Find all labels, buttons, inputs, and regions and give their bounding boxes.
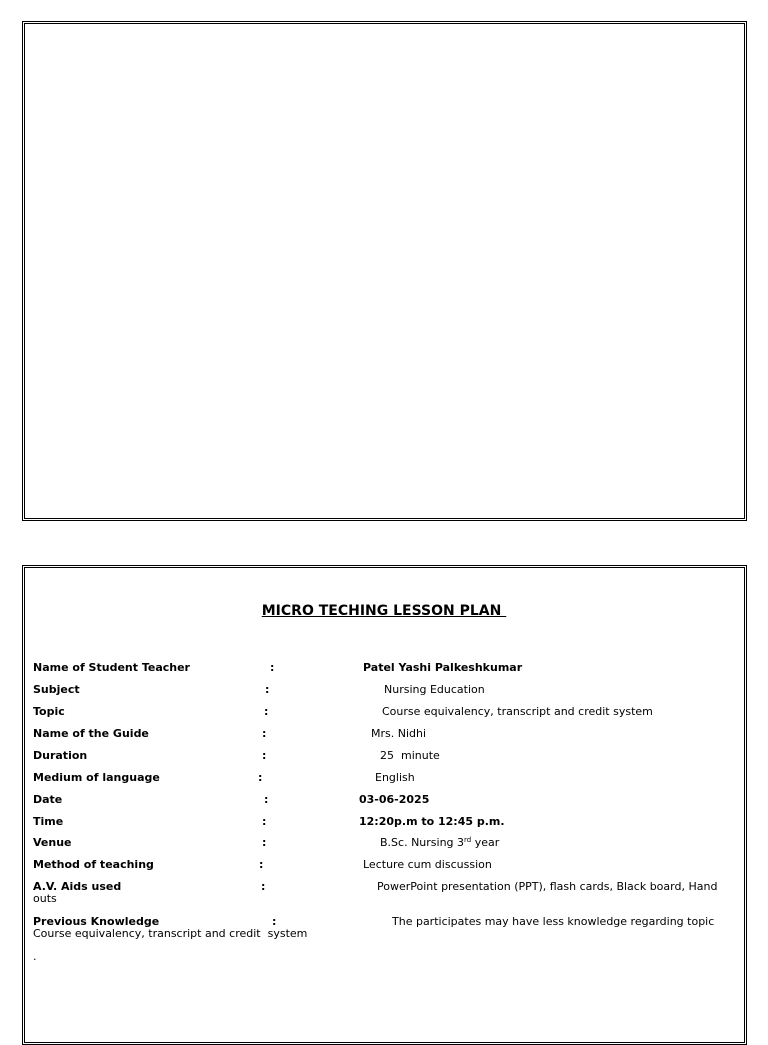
field-value: Mrs. Nidhi [371,727,427,740]
field-value-continuation: Course equivalency, transcript and credit system [33,927,308,940]
field-row-av-aids [33,880,733,910]
field-value: Patel Yashi Palkeshkumar [363,661,523,674]
field-row-previous-knowledge [33,915,733,945]
field-value-continuation: outs [33,892,57,905]
field-colon: : [259,858,264,871]
field-colon: : [270,661,275,674]
field-value: The participates may have less knowledge regarding topic [392,915,715,928]
field-value: PowerPoint presentation (PPT), flash cards, Black board, Hand [377,880,718,893]
trailing-dot: . [33,950,37,963]
field-colon: : [258,771,263,784]
field-row-guide [33,727,733,745]
blank-page-frame [22,21,747,521]
field-value: 25 minute [380,749,440,762]
field-colon: : [261,880,266,893]
field-label: Topic [33,705,65,718]
field-label: Method of teaching [33,858,154,871]
field-label: Venue [33,836,72,849]
field-row-medium [33,771,733,789]
field-row-subject [33,683,733,701]
field-label: Name of Student Teacher [33,661,190,674]
field-colon: : [265,683,270,696]
field-row-venue [33,836,733,854]
field-label: Duration [33,749,88,762]
field-colon: : [264,793,269,806]
field-colon: : [262,727,267,740]
field-row-duration [33,749,733,767]
field-colon: : [262,749,267,762]
field-value: B.Sc. Nursing 3rd year [380,836,500,849]
field-value: Nursing Education [384,683,485,696]
field-label: Previous Knowledge [33,915,160,928]
field-colon: : [272,915,277,928]
field-value: Course equivalency, transcript and credit system [382,705,653,718]
field-row-topic [33,705,733,723]
field-label: Medium of language [33,771,160,784]
field-label: A.V. Aids used [33,880,122,893]
field-value: 03-06-2025 [359,793,430,806]
field-colon: : [262,836,267,849]
field-row-student-teacher [33,661,733,679]
document-title: MICRO TECHING LESSON PLAN [261,603,507,619]
field-label: Name of the Guide [33,727,149,740]
field-label: Subject [33,683,80,696]
field-label: Date [33,793,63,806]
field-row-method [33,858,733,876]
field-colon: : [264,705,269,718]
field-row-time [33,815,733,833]
field-colon: : [262,815,267,828]
field-label: Time [33,815,64,828]
field-row-date [33,793,733,811]
field-value: English [375,771,415,784]
field-value: 12:20p.m to 12:45 p.m. [359,815,505,828]
field-value: Lecture cum discussion [363,858,492,871]
